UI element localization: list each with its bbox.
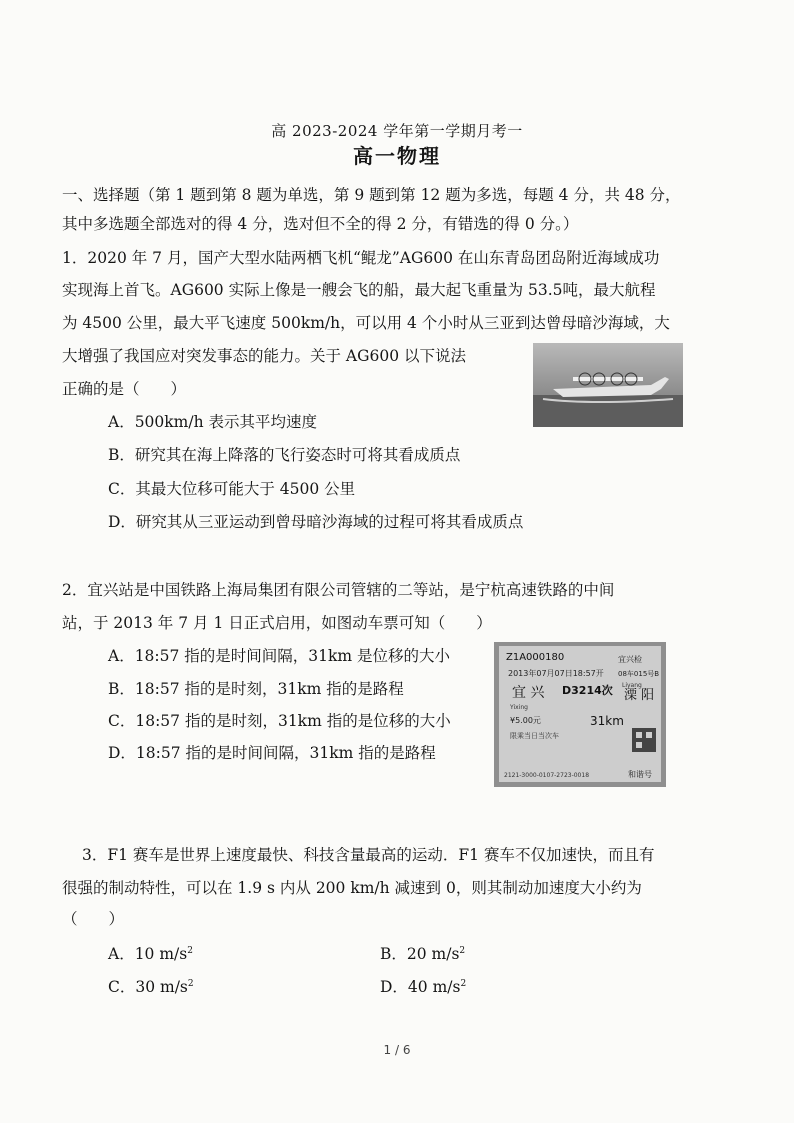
ticket-gate: 宜兴检 <box>618 655 642 664</box>
ticket-note: 限乘当日当次车 <box>510 732 559 740</box>
q2-option-c: C．18:57 指的是时刻，31km 指的是位移的大小 <box>108 712 451 730</box>
q3-line: 3．F1 赛车是世界上速度最快、科技含量最高的运动．F1 赛车不仅加速快，而且有 <box>82 846 655 864</box>
ticket-serial: Z1A000180 <box>506 652 565 663</box>
q3-line: 很强的制动特性，可以在 1.9 s 内从 200 km/h 减速到 0，则其制动加速度大小约为 <box>62 879 642 897</box>
exam-title: 高 2023-2024 学年第一学期月考一 <box>271 122 523 140</box>
q3-option-a: A．10 $m/s^2$ <box>108 945 193 963</box>
q2-option-a: A．18:57 指的是时间间隔，31km 是位移的大小 <box>108 647 451 665</box>
ticket-to: 溧 阳 <box>624 688 655 703</box>
q3-line: （ ） <box>62 910 125 928</box>
subject-title: 高一物理 <box>353 144 441 168</box>
ticket-from: 宜 兴 <box>512 685 545 701</box>
q1-line: 正确的是（ ） <box>62 380 187 398</box>
ticket-code: 2121-3000-0107-2723-0018 <box>504 772 590 779</box>
train-ticket-image <box>494 642 666 787</box>
section-instructions-line1: 一、选择题（第 1 题到第 8 题为单选，第 9 题到第 12 题为多选，每题 4 分，共 48 分， <box>62 186 681 204</box>
q1-line: 为 4500 公里，最大平飞速度 500km/h，可以用 4 个小时从三亚到达曾母暗沙海域，大 <box>62 314 670 332</box>
ticket-train: D3214次 <box>562 684 613 697</box>
q3-option-b: B．20 $m/s^2$ <box>380 945 466 963</box>
ticket-from-pinyin: Yixing <box>510 704 528 711</box>
q2-option-d: D．18:57 指的是时间间隔，31km 指的是路程 <box>108 744 436 762</box>
q1-line: 大增强了我国应对突发事态的能力。关于 AG600 以下说法 <box>62 347 467 365</box>
q1-option-b: B．研究其在海上降落的飞行姿态时可将其看成质点 <box>108 446 461 464</box>
ticket-to-pinyin: Liyang <box>622 682 642 689</box>
ticket-seat: 08车015号B <box>618 670 660 678</box>
ticket-brand: 和谐号 <box>628 770 652 779</box>
ticket-qr-code <box>632 728 656 752</box>
ticket-datetime: 2013年07月07日18:57开 <box>508 669 604 678</box>
q1-line: 实现海上首飞。AG600 实际上像是一艘会飞的船，最大起飞重量为 53.5吨，最大航程 <box>62 281 656 299</box>
q3-option-d: D．40 $m/s^2$ <box>380 978 467 996</box>
page-number: 1 / 6 <box>383 1043 411 1057</box>
q2-line: 2．宜兴站是中国铁路上海局集团有限公司管辖的二等站，是宁杭高速铁路的中间 <box>62 581 615 599</box>
section-instructions-line2: 其中多选题全部选对的得 4 分，选对但不全的得 2 分，有错选的得 0 分。） <box>62 215 579 233</box>
q2-line: 站，于 2013 年 7 月 1 日正式启用，如图动车票可知（ ） <box>62 614 492 632</box>
ticket-distance: 31km <box>590 714 624 728</box>
q1-option-a: A．500km/h 表示其平均速度 <box>108 413 318 431</box>
q3-option-c: C．30 $m/s^2$ <box>108 978 194 996</box>
seaplane-photo <box>533 343 683 427</box>
q2-option-b: B．18:57 指的是时刻，31km 指的是路程 <box>108 680 404 698</box>
q1-line: 1．2020 年 7 月，国产大型水陆两栖飞机“鲲龙”AG600 在山东青岛团岛附近海域成功 <box>62 249 660 267</box>
q1-option-d: D．研究其从三亚运动到曾母暗沙海域的过程可将其看成质点 <box>108 513 524 531</box>
q1-option-c: C．其最大位移可能大于 4500 公里 <box>108 480 356 498</box>
ticket-price: ¥5.00元 <box>510 716 541 725</box>
